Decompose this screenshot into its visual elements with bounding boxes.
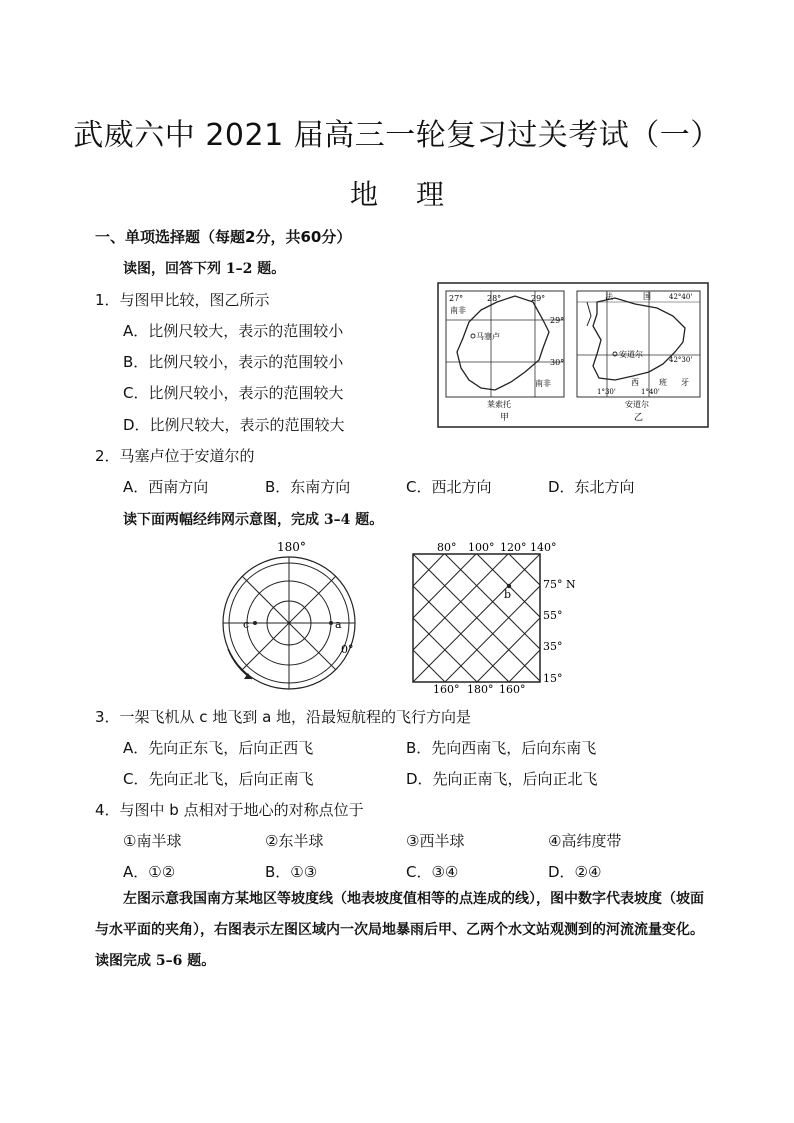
yi-top-left: 法 bbox=[605, 292, 613, 301]
grid-bottom-1: 160° bbox=[433, 683, 460, 695]
yi-top-mid: 国 bbox=[643, 292, 651, 301]
intro-5-6: 左图示意我国南方某地区等坡度线（地表坡度值相等的点连成的线），图中数字代表坡度（坡面与水平面的夹角），右图表示左图区域内一次局地暴雨后甲、乙两个水文站观测到的河流流量变化。读图完成 5–6 题。 bbox=[95, 891, 704, 969]
grid-right-1: 75° N bbox=[543, 578, 576, 591]
grid-top-3: 120° bbox=[500, 541, 527, 554]
map-jia-yi-figure bbox=[437, 282, 709, 428]
yi-bottom-right: 牙 bbox=[681, 378, 689, 387]
q4-option-c: C．③④ bbox=[406, 863, 459, 881]
q4-statement-4: ④高纬度带 bbox=[548, 832, 622, 850]
q1-option-a: A．比例尺较大，表示的范围较小 bbox=[123, 322, 344, 340]
q2-option-d: D．东北方向 bbox=[548, 478, 635, 496]
polar-right-label: 0° bbox=[341, 643, 354, 656]
polar-top-label: 180° bbox=[277, 540, 306, 554]
q2-option-b: B．东南方向 bbox=[265, 478, 351, 496]
yi-bottom-mid: 西 bbox=[631, 378, 639, 387]
q1-option-d: D．比例尺较大，表示的范围较大 bbox=[123, 416, 345, 434]
q2-stem: 2．马塞卢位于安道尔的 bbox=[95, 447, 255, 465]
maseru-marker bbox=[471, 334, 475, 338]
q4-option-a: A．①② bbox=[123, 863, 176, 881]
jia-lat-2: 30° bbox=[550, 358, 565, 367]
jia-caption: 甲 bbox=[500, 413, 510, 423]
polar-point-a: a bbox=[335, 618, 342, 631]
grid-bottom-3: 160° bbox=[499, 683, 526, 695]
q1-option-b: B．比例尺较小，表示的范围较小 bbox=[123, 353, 344, 371]
yi-caption: 乙 bbox=[634, 413, 644, 423]
jia-city: 马塞卢 bbox=[476, 332, 500, 341]
jia-lat-1: 29° bbox=[550, 316, 565, 325]
jia-region-top: 南非 bbox=[450, 306, 466, 315]
q4-option-d: D．②④ bbox=[548, 863, 602, 881]
jia-country: 莱索托 bbox=[487, 400, 511, 409]
yi-lat-mid: 42°30' bbox=[669, 356, 693, 364]
q1-option-c: C．比例尺较小，表示的范围较大 bbox=[123, 384, 344, 402]
grid-right-4: 15° bbox=[543, 672, 563, 685]
grid-projection-map bbox=[405, 537, 595, 695]
intro-1-2: 读图，回答下列 1–2 题。 bbox=[123, 261, 286, 277]
q3-option-c: C．先向正北飞，后向正南飞 bbox=[123, 770, 314, 788]
jia-lon-3: 29° bbox=[531, 294, 546, 303]
grid-bottom-2: 180° bbox=[467, 683, 494, 695]
q4-option-b: B．①③ bbox=[265, 863, 318, 881]
jia-region-bottom: 南非 bbox=[535, 379, 551, 388]
q1-stem: 1．与图甲比较，图乙所示 bbox=[95, 291, 270, 309]
q2-option-c: C．西北方向 bbox=[406, 478, 492, 496]
grid-top-2: 100° bbox=[468, 541, 495, 554]
grid-top-4: 140° bbox=[530, 541, 557, 554]
jia-lon-1: 27° bbox=[449, 294, 464, 303]
point-c-marker bbox=[253, 621, 257, 625]
polar-projection-map bbox=[212, 537, 372, 695]
q4-stem: 4．与图中 b 点相对于地心的对称点位于 bbox=[95, 801, 364, 819]
section-heading: 一、单项选择题（每题2分，共60分） bbox=[95, 228, 352, 246]
q3-stem: 3．一架飞机从 c 地飞到 a 地，沿最短航程的飞行方向是 bbox=[95, 708, 472, 726]
q3-option-a: A．先向正东飞，后向正西飞 bbox=[123, 739, 314, 757]
grid-right-3: 35° bbox=[543, 640, 563, 653]
q4-statement-2: ②东半球 bbox=[265, 832, 324, 850]
yi-bottom-mid2: 班 bbox=[659, 378, 667, 387]
q4-statement-1: ①南半球 bbox=[123, 832, 182, 850]
page-title: 武威六中 2021 届高三一轮复习过关考试（一） bbox=[73, 118, 721, 153]
jia-lon-2: 28° bbox=[487, 294, 502, 303]
yi-lat-top: 42°40' bbox=[669, 293, 693, 301]
polar-point-c: c bbox=[243, 618, 250, 631]
grid-point-b: b bbox=[504, 588, 512, 601]
q3-option-b: B．先向西南飞，后向东南飞 bbox=[406, 739, 597, 757]
subject-title: 地理 bbox=[349, 178, 482, 211]
yi-lon-1: 1°30' bbox=[597, 388, 616, 396]
intro-3-4: 读下面两幅经纬网示意图，完成 3–4 题。 bbox=[123, 512, 384, 528]
grid-right-2: 55° bbox=[543, 609, 563, 622]
yi-city: 安道尔 bbox=[619, 350, 643, 359]
grid-top-1: 80° bbox=[437, 541, 457, 554]
yi-country: 安道尔 bbox=[625, 400, 649, 409]
q2-option-a: A．西南方向 bbox=[123, 478, 209, 496]
yi-lon-2: 1°40' bbox=[641, 388, 660, 396]
q4-statement-3: ③西半球 bbox=[406, 832, 465, 850]
point-a-marker bbox=[329, 621, 333, 625]
q3-option-d: D．先向正南飞，后向正北飞 bbox=[406, 770, 598, 788]
